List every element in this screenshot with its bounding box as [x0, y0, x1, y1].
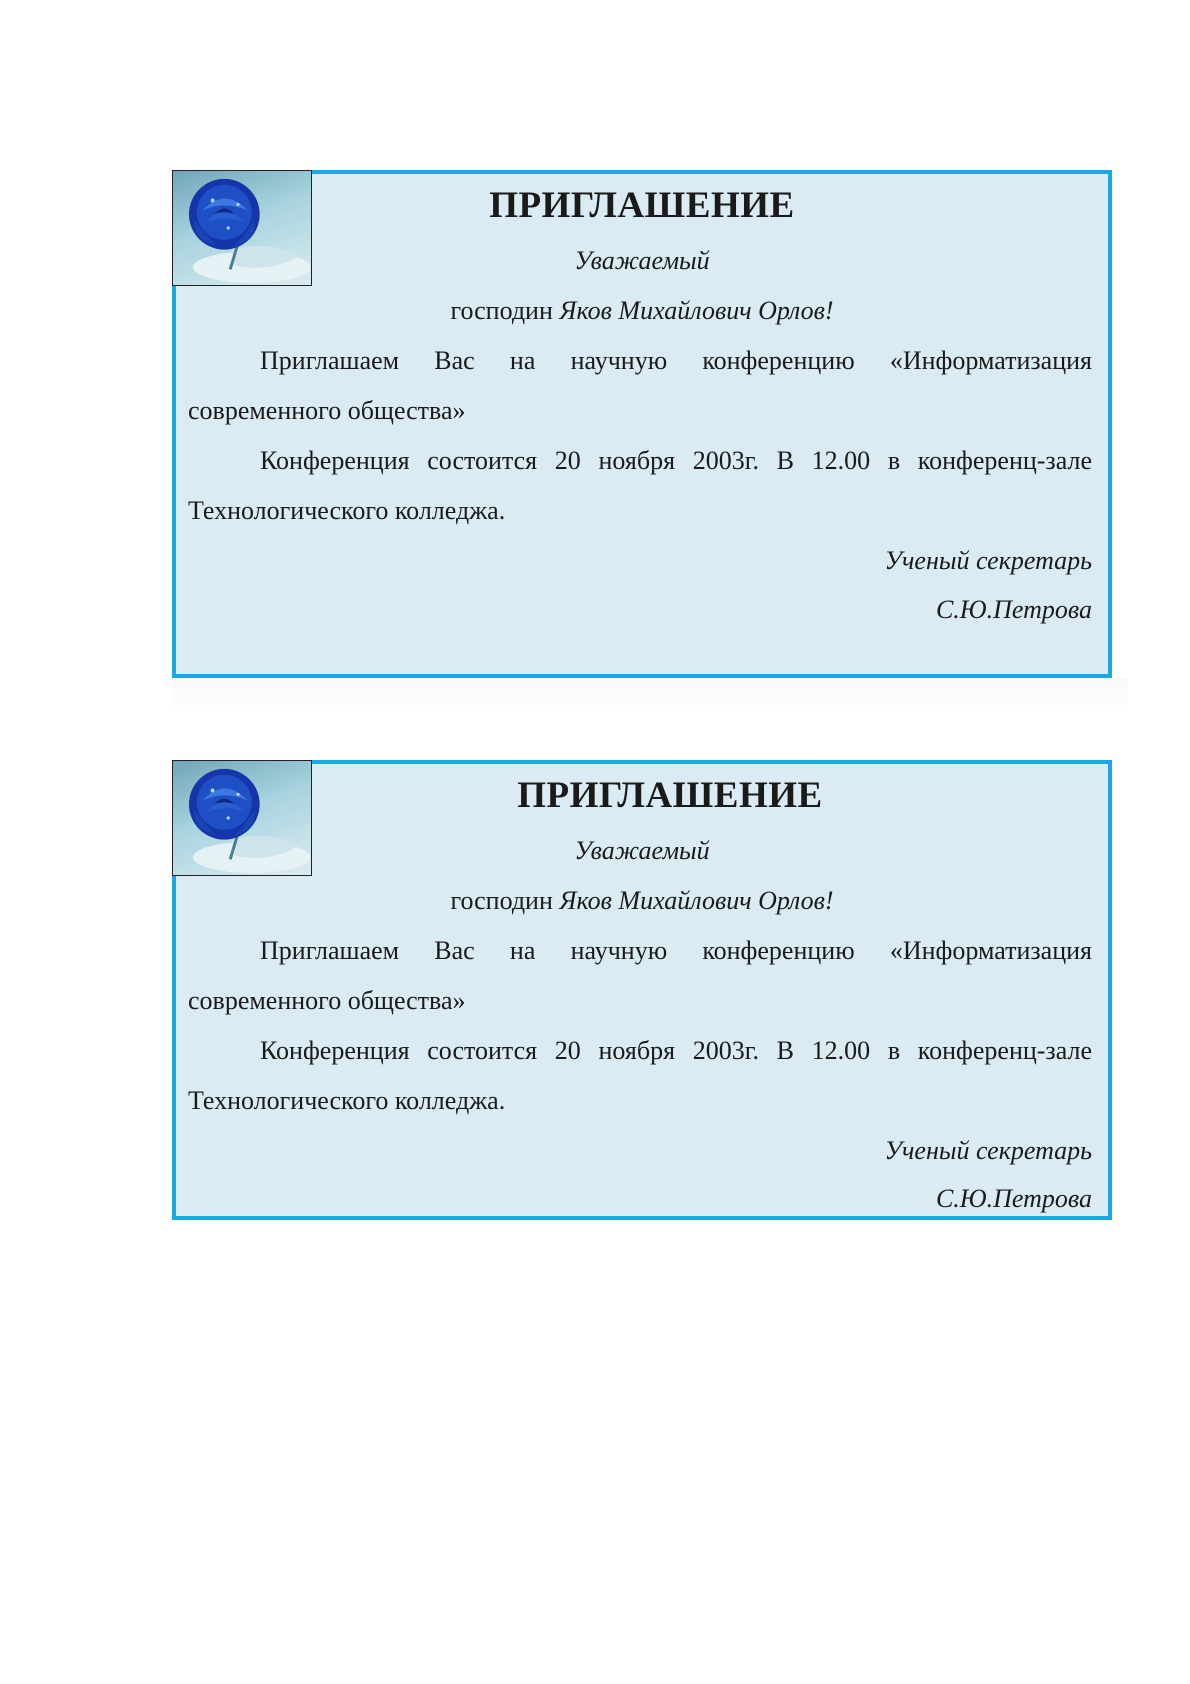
addressee-prefix: господин [450, 886, 560, 915]
addressee [176, 876, 1108, 925]
conference-details-line-1: Конференция состоится 20 ноября 2003г. В 12.00 в конференц-зале [260, 1036, 1092, 1065]
invitation-card-1 [172, 170, 1112, 678]
signature-name: С.Ю.Петрова [935, 595, 1092, 624]
signature-role: Ученый секретарь [884, 546, 1092, 575]
addressee-prefix: господин [450, 296, 560, 325]
invitation-text-line-2: современного общества» [188, 396, 466, 425]
addressee [176, 286, 1108, 335]
invitation-title: ПРИГЛАШЕНИЕ [517, 775, 823, 816]
invitation-card-2 [172, 760, 1112, 1220]
card-shadow [172, 678, 1128, 714]
conference-details-line-1: Конференция состоится 20 ноября 2003г. В 12.00 в конференц-зале [260, 446, 1092, 475]
signature-name: С.Ю.Петрова [935, 1184, 1092, 1213]
conference-details-line-2: Технологического колледжа. [188, 1086, 506, 1115]
salutation: Уважаемый [574, 246, 710, 275]
salutation: Уважаемый [574, 836, 710, 865]
conference-details-line-2: Технологического колледжа. [188, 496, 506, 525]
invitation-text-line-1: Приглашаем Вас на научную конференцию «Информатизация [260, 936, 1092, 965]
invitation-text-line-1: Приглашаем Вас на научную конференцию «Информатизация [260, 346, 1092, 375]
addressee-name: Яков Михайлович Орлов! [559, 296, 834, 325]
invitation-text-line-2: современного общества» [188, 986, 466, 1015]
invitation-title: ПРИГЛАШЕНИЕ [489, 185, 795, 226]
addressee-name: Яков Михайлович Орлов! [559, 886, 834, 915]
signature-role: Ученый секретарь [884, 1136, 1092, 1165]
